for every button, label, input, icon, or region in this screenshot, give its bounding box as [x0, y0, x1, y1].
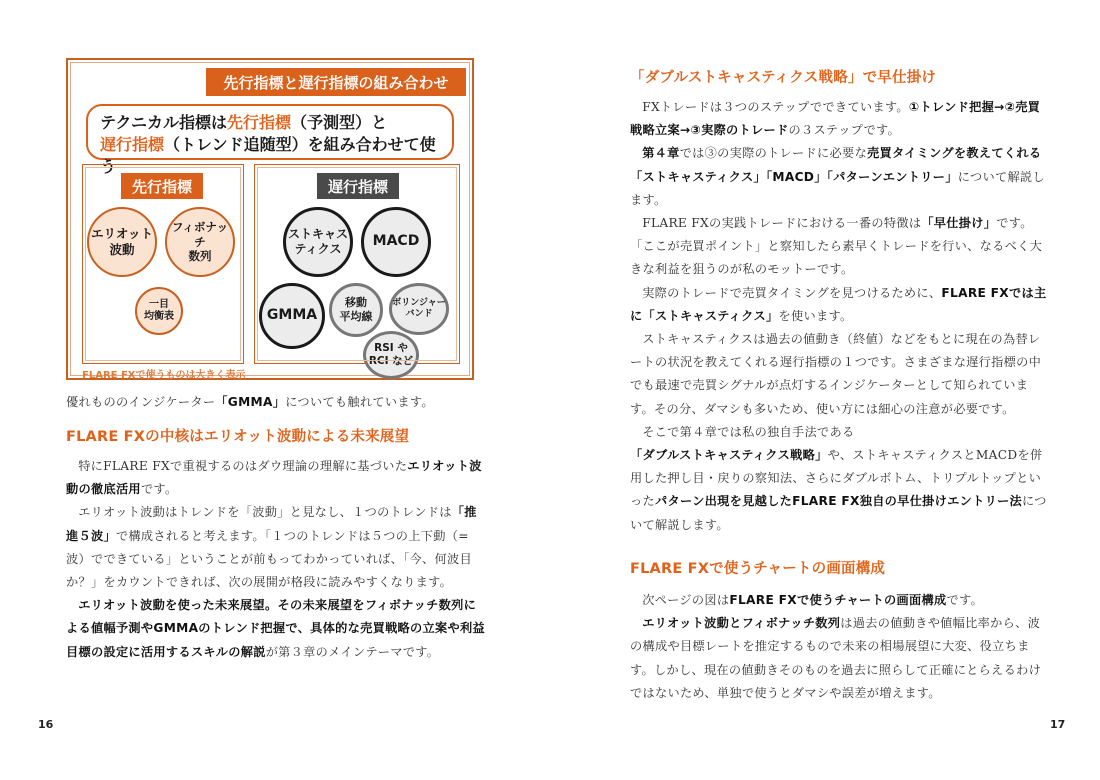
paragraph: FXトレードは３つのステップでできています。①トレンド把握→②売買戦略立案→③実際のトレードの３ステップです。	[630, 100, 1041, 138]
paragraph: エリオット波動はトレンドを「波動」と見なし、１つのトレンドは「推進５波」で構成されると考えます。「１つのトレンドは５つの上下動（=波）でできている」ということが前もってわかっていれば、「今、何波目か？」をカウントできれば、次の展開が格段に読みやすくなります。	[66, 505, 477, 590]
lagging-indicators-panel	[254, 164, 460, 367]
figure-subtitle	[86, 104, 454, 176]
right-page	[550, 0, 1100, 780]
circle-gmma: GMMA	[259, 283, 325, 349]
paragraph: 第４章では③の実際のトレードに必要な売買タイミングを教えてくれる「ストキャスティクス」「MACD」「パターンエントリー」について解説します。	[630, 146, 1045, 207]
circle-bollinger-bands: ボリンジャー バンド	[389, 283, 449, 335]
paragraph: ストキャスティクスは過去の値動き（終値）などをもとに現在の為替レートの状況を教えてくれる遅行指標の１つです。さまざまな遅行指標の中でも最速で売買シグナルが点灯するインジケーターとして知られています。その分、ダマシも多いため、使い方には細心の注意が必要です。	[630, 332, 1042, 416]
leading-indicators-label: 先行指標	[121, 173, 203, 199]
circle-ichimoku: 一目 均衡表	[135, 287, 183, 335]
left-body-text	[66, 455, 486, 664]
leading-indicators-panel	[82, 164, 244, 364]
paragraph: 実際のトレードで売買タイミングを見つけるために、FLARE FXでは主に「ストキャスティクス」を使います。	[630, 285, 1047, 323]
section-heading-chart-layout: FLARE FXで使うチャートの画面構成	[630, 561, 886, 577]
paragraph: FLARE FXの実践トレードにおける一番の特徴は「早仕掛け」です。「ここが売買ポイント」と察知したら素早くトレードを行い、なるべく大きな利益を狙うのが私のモットーです。	[630, 216, 1043, 277]
figure-title: 先行指標と遅行指標の組み合わせ	[206, 68, 466, 96]
section-heading-elliott: FLARE FXの中核はエリオット波動による未来展望	[66, 429, 410, 445]
circle-moving-average: 移動 平均線	[329, 283, 383, 337]
paragraph: 次ページの図はFLARE FXで使うチャートの画面構成です。	[642, 593, 983, 607]
circle-stochastics: ストキャス ティクス	[283, 207, 353, 277]
circle-elliott-wave: エリオット 波動	[87, 207, 157, 277]
subtitle-line-1: テクニカル指標は先行指標（予測型）と	[100, 113, 388, 132]
circle-fibonacci: フィボナッチ 数列	[165, 207, 235, 277]
figure-note: FLARE FXで使うものは大きく表示	[82, 370, 246, 381]
right-body-text-2	[630, 589, 1050, 705]
paragraph: 特にFLARE FXで重視するのはダウ理論の理解に基づいたエリオット波動の徹底活用です。	[66, 459, 482, 497]
section-heading-double-stochastics: 「ダブルストキャスティクス戦略」で早仕掛け	[630, 70, 937, 86]
leading-indicator-term: 先行指標	[227, 113, 292, 132]
subtitle-line-2: 遅行指標（トレンド追随型）を組み合わせて使う	[100, 135, 436, 176]
intro-line: 優れもののインジケーター「GMMA」についても触れています。	[66, 395, 434, 409]
page-number-left: 16	[38, 718, 54, 731]
indicator-combination-figure	[66, 58, 474, 380]
circle-rsi-rci: RSI や RCI など	[363, 331, 419, 379]
paragraph: エリオット波動とフィボナッチ数列は過去の値動きや値幅比率から、波の構成や目標レートを推定するもので未来の相場展望に大変、役立ちます。しかし、現在の値動きそのものを過去に照らして正確にとらえるわけではないため、単独で使うとダマシや誤差が増えます。	[630, 616, 1042, 700]
lagging-indicators-label: 遅行指標	[317, 173, 399, 199]
paragraph: エリオット波動を使った未来展望。その未来展望をフィボナッチ数列による値幅予測やGMMAのトレンド把握で、具体的な売買戦略の立案や利益目標の設定に活用するスキルの解説が第３章のメインテーマです。	[66, 598, 485, 659]
right-body-text-1	[630, 96, 1050, 537]
lagging-indicator-term: 遅行指標	[100, 135, 165, 154]
page-number-right: 17	[1050, 718, 1066, 731]
circle-macd: MACD	[361, 207, 431, 277]
paragraph: そこで第４章では私の独自手法である「ダブルストキャスティクス戦略」や、ストキャスティクスとMACDを併用した押し目・戻りの察知法、さらにダブルボトム、トリプルトップといったパターン出現を見越したFLARE FX独自の早仕掛けエントリー法について解説します。	[630, 424, 1047, 532]
